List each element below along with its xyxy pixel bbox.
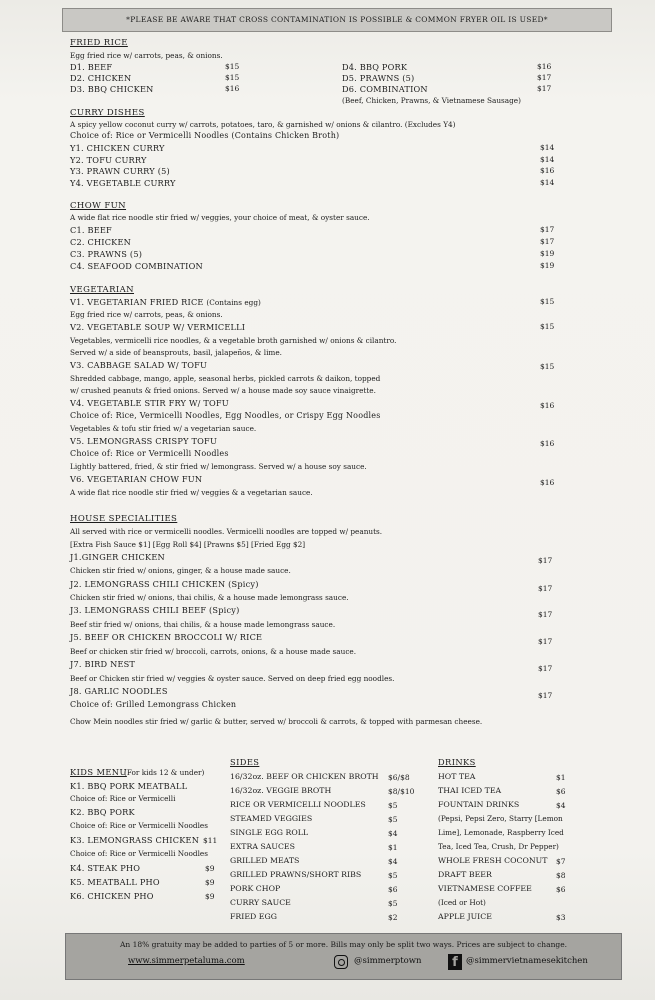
item-y1: Y1. CHICKEN CURRY (70, 143, 165, 153)
j7-description: Beef or Chicken stir fried w/ veggies & oyster sauce. Served on deep fried egg noodles. (70, 674, 395, 683)
price-d2: $15 (225, 73, 240, 82)
house-description: All served with rice or vermicelli noodles. Vermicelli noodles are topped w/ peanuts. (70, 527, 383, 536)
price-coconut: $7 (556, 857, 566, 866)
price-vietnamese-coffee: $6 (556, 885, 566, 894)
curry-heading: CURRY DISHES (70, 108, 145, 118)
drink-coconut: WHOLE FRESH COCONUT (438, 856, 548, 865)
facebook-icon: f (448, 954, 462, 970)
side-curry-sauce: CURRY SAUCE (230, 898, 291, 907)
j5-description: Beef or chicken stir fried w/ broccoli, carrots, onions, & a house made sauce. (70, 647, 357, 656)
item-c2: C2. CHICKEN (70, 237, 132, 247)
curry-description: A spicy yellow coconut curry w/ carrots, potatoes, taro, & garnished w/ onions & cilantro. (Excludes Y4) (70, 120, 456, 129)
drinks-heading: DRINKS (438, 757, 476, 767)
v2-description-1: Vegetables, vermicelli rice noodles, & a vegetable broth garnished w/ onions & cilantro. (70, 336, 397, 345)
price-side-steamed-veggies: $5 (388, 815, 398, 824)
fried-rice-description: Egg fried rice w/ carrots, peas, & onions. (70, 51, 223, 60)
price-j8: $17 (538, 691, 553, 700)
item-d6: D6. COMBINATION (342, 84, 428, 94)
price-d5: $17 (537, 73, 552, 82)
price-j5: $17 (538, 637, 553, 646)
curry-choice: Choice of: Rice or Vermicelli Noodles (Contains Chicken Broth) (70, 131, 340, 140)
website-link[interactable]: www.simmerpetaluma.com (128, 956, 245, 966)
drink-hot-tea: HOT TEA (438, 772, 476, 781)
item-c1: C1. BEEF (70, 225, 112, 235)
item-d1: D1. BEEF (70, 62, 113, 72)
price-k5: $9 (205, 878, 215, 887)
j2-description: Chicken stir fried w/ onions, thai chilis, & a house made lemongrass sauce. (70, 593, 349, 602)
item-j5: J5. BEEF OR CHICKEN BROCCOLI W/ RICE (70, 632, 263, 642)
side-veggie-broth: 16/32oz. VEGGIE BROTH (230, 786, 332, 795)
cross-contamination-notice: *PLEASE BE AWARE THAT CROSS CONTAMINATION IS POSSIBLE & COMMON FRYER OIL IS USED* (62, 8, 612, 32)
side-broth: 16/32oz. BEEF OR CHICKEN BROTH (230, 772, 379, 781)
side-grilled-prawns: GRILLED PRAWNS/SHORT RIBS (230, 870, 362, 879)
price-k6: $9 (205, 892, 215, 901)
j8-description: Chow Mein noodles stir fried w/ garlic & butter, served w/ broccoli & carrots, & topped with parmesan cheese. (70, 717, 483, 726)
price-v3: $15 (540, 362, 555, 371)
side-extra-sauces: EXTRA SAUCES (230, 842, 295, 851)
price-y1: $14 (540, 143, 555, 152)
v1-note: (Contains egg) (206, 298, 261, 307)
item-v5: V5. LEMONGRASS CRISPY TOFU (70, 436, 218, 446)
price-c2: $17 (540, 237, 555, 246)
price-side-grilled-prawns: $5 (388, 871, 398, 880)
price-y4: $14 (540, 178, 555, 187)
j8-choice: Choice of: Grilled Lemongrass Chicken (70, 700, 237, 709)
kids-menu-note: (For kids 12 & under) (124, 768, 205, 777)
k3-choice: Choice of: Rice or Vermicelli Noodles (70, 849, 208, 858)
side-grilled-meats: GRILLED MEATS (230, 856, 300, 865)
item-v3: V3. CABBAGE SALAD W/ TOFU (70, 360, 208, 370)
footer-bar (65, 933, 622, 980)
price-c4: $19 (540, 261, 555, 270)
price-d3: $16 (225, 84, 240, 93)
fountain-note-2: Lime], Lemonade, Raspberry Iced (438, 828, 564, 837)
side-pork-chop: PORK CHOP (230, 884, 281, 893)
item-d2: D2. CHICKEN (70, 73, 132, 83)
drink-fountain: FOUNTAIN DRINKS (438, 800, 520, 809)
price-d6: $17 (537, 84, 552, 93)
chow-fun-description: A wide flat rice noodle stir fried w/ veggies, your choice of meat, & oyster sauce. (70, 213, 370, 222)
v6-description: A wide flat rice noodle stir fried w/ veggies & a vegetarian sauce. (70, 488, 313, 497)
item-k5: K5. MEATBALL PHO (70, 877, 160, 887)
price-j3: $17 (538, 610, 553, 619)
price-d4: $16 (537, 62, 552, 71)
house-extras: [Extra Fish Sauce $1] [Egg Roll $4] [Prawns $5] [Fried Egg $2] (70, 540, 306, 549)
instagram-icon (334, 955, 348, 969)
price-side-egg-roll: $4 (388, 829, 398, 838)
v5-description: Lightly battered, fried, & stir fried w/ lemongrass. Served w/ a house soy sauce. (70, 462, 367, 471)
price-v4: $16 (540, 401, 555, 410)
price-thai-tea: $6 (556, 787, 566, 796)
item-v6: V6. VEGETARIAN CHOW FUN (70, 474, 203, 484)
drink-apple-juice: APPLE JUICE (438, 912, 492, 921)
item-d3: D3. BBQ CHICKEN (70, 84, 154, 94)
v1-description: Egg fried rice w/ carrots, peas, & onions. (70, 310, 223, 319)
v3-description-2: w/ crushed peanuts & fried onions. Served w/ a house made soy sauce vinaigrette. (70, 386, 376, 395)
price-hot-tea: $1 (556, 773, 566, 782)
price-fountain: $4 (556, 801, 566, 810)
gratuity-notice: An 18% gratuity may be added to parties of 5 or more. Bills may only be split two ways. Prices are subject to change. (119, 940, 568, 949)
item-k4: K4. STEAK PHO (70, 863, 141, 873)
price-y3: $16 (540, 166, 555, 175)
item-d5: D5. PRAWNS (5) (342, 73, 415, 83)
item-v1: V1. VEGETARIAN FRIED RICE (Contains egg) (70, 297, 261, 307)
item-y4: Y4. VEGETABLE CURRY (70, 178, 176, 188)
v4-description: Vegetables & tofu stir fried w/ a vegetarian sauce. (70, 424, 257, 433)
price-side-veggie-broth: $8/$10 (388, 787, 415, 796)
price-side-curry-sauce: $5 (388, 899, 398, 908)
price-v5: $16 (540, 439, 555, 448)
item-j8: J8. GARLIC NOODLES (70, 686, 168, 696)
price-j1: $17 (538, 556, 553, 565)
v3-description-1: Shredded cabbage, mango, apple, seasonal herbs, pickled carrots & daikon, topped (70, 374, 381, 383)
price-side-fried-egg: $2 (388, 913, 398, 922)
item-j7: J7. BIRD NEST (70, 659, 136, 669)
item-c3: C3. PRAWNS (5) (70, 249, 143, 259)
price-k4: $9 (205, 864, 215, 873)
price-draft-beer: $8 (556, 871, 566, 880)
item-k3: K3. LEMONGRASS CHICKEN (70, 835, 200, 845)
coffee-note: (Iced or Hot) (438, 898, 486, 907)
item-k2: K2. BBQ PORK (70, 807, 135, 817)
k2-choice: Choice of: Rice or Vermicelli Noodles (70, 821, 208, 830)
price-side-pork-chop: $6 (388, 885, 398, 894)
fountain-note-1: (Pepsi, Pepsi Zero, Starry [Lemon (438, 814, 563, 823)
price-side-broth: $6/$8 (388, 773, 410, 782)
item-y2: Y2. TOFU CURRY (70, 155, 147, 165)
price-side-extra-sauces: $1 (388, 843, 398, 852)
item-j2: J2. LEMONGRASS CHILI CHICKEN (Spicy) (70, 579, 259, 589)
side-fried-egg: FRIED EGG (230, 912, 277, 921)
item-k1: K1. BBQ PORK MEATBALL (70, 781, 188, 791)
item-j1: J1.GINGER CHICKEN (70, 552, 165, 562)
price-k3: $11 (203, 836, 218, 845)
price-y2: $14 (540, 155, 555, 164)
k1-choice: Choice of: Rice or Vermicelli (70, 794, 176, 803)
price-v1: $15 (540, 297, 555, 306)
price-side-rice-noodles: $5 (388, 801, 398, 810)
item-y3: Y3. PRAWN CURRY (5) (70, 166, 170, 176)
vegetarian-heading: VEGETARIAN (70, 285, 135, 295)
drink-thai-tea: THAI ICED TEA (438, 786, 502, 795)
item-c4: C4. SEAFOOD COMBINATION (70, 261, 203, 271)
price-apple-juice: $3 (556, 913, 566, 922)
house-specialities-heading: HOUSE SPECIALITIES (70, 514, 178, 524)
item-j3: J3. LEMONGRASS CHILI BEEF (Spicy) (70, 605, 240, 615)
price-c1: $17 (540, 225, 555, 234)
side-egg-roll: SINGLE EGG ROLL (230, 828, 309, 837)
combination-note: (Beef, Chicken, Prawns, & Vietnamese Sausage) (342, 96, 521, 105)
price-j7: $17 (538, 664, 553, 673)
item-v2: V2. VEGETABLE SOUP W/ VERMICELLI (70, 322, 246, 332)
chow-fun-heading: CHOW FUN (70, 201, 127, 211)
price-d1: $15 (225, 62, 240, 71)
price-v6: $16 (540, 478, 555, 487)
j3-description: Beef stir fried w/ onions, thai chilis, & a house made lemongrass sauce. (70, 620, 336, 629)
fried-rice-heading: FRIED RICE (70, 38, 128, 48)
item-d4: D4. BBQ PORK (342, 62, 408, 72)
side-steamed-veggies: STEAMED VEGGIES (230, 814, 313, 823)
price-v2: $15 (540, 322, 555, 331)
v2-description-2: Served w/ a side of beansprouts, basil, jalapeños, & lime. (70, 348, 282, 357)
price-side-grilled-meats: $4 (388, 857, 398, 866)
drink-draft-beer: DRAFT BEER (438, 870, 492, 879)
sides-heading: SIDES (230, 757, 260, 767)
kids-menu-heading: KIDS MENU (70, 767, 127, 777)
j1-description: Chicken stir fried w/ onions, ginger, & a house made sauce. (70, 566, 291, 575)
item-k6: K6. CHICKEN PHO (70, 891, 154, 901)
side-rice-noodles: RICE OR VERMICELLI NOODLES (230, 800, 366, 809)
v5-choice: Choice of: Rice or Vermicelli Noodles (70, 449, 229, 458)
v4-choice: Choice of: Rice, Vermicelli Noodles, Egg Noodles, or Crispy Egg Noodles (70, 411, 381, 420)
facebook-handle[interactable]: @simmervietnamesekitchen (466, 956, 588, 966)
drink-vietnamese-coffee: VIETNAMESE COFFEE (438, 884, 532, 893)
price-j2: $17 (538, 584, 553, 593)
fountain-note-3: Tea, Iced Tea, Crush, Dr Pepper) (438, 842, 559, 851)
item-v4: V4. VEGETABLE STIR FRY W/ TOFU (70, 398, 229, 408)
instagram-handle[interactable]: @simmerptown (354, 956, 422, 966)
price-c3: $19 (540, 249, 555, 258)
